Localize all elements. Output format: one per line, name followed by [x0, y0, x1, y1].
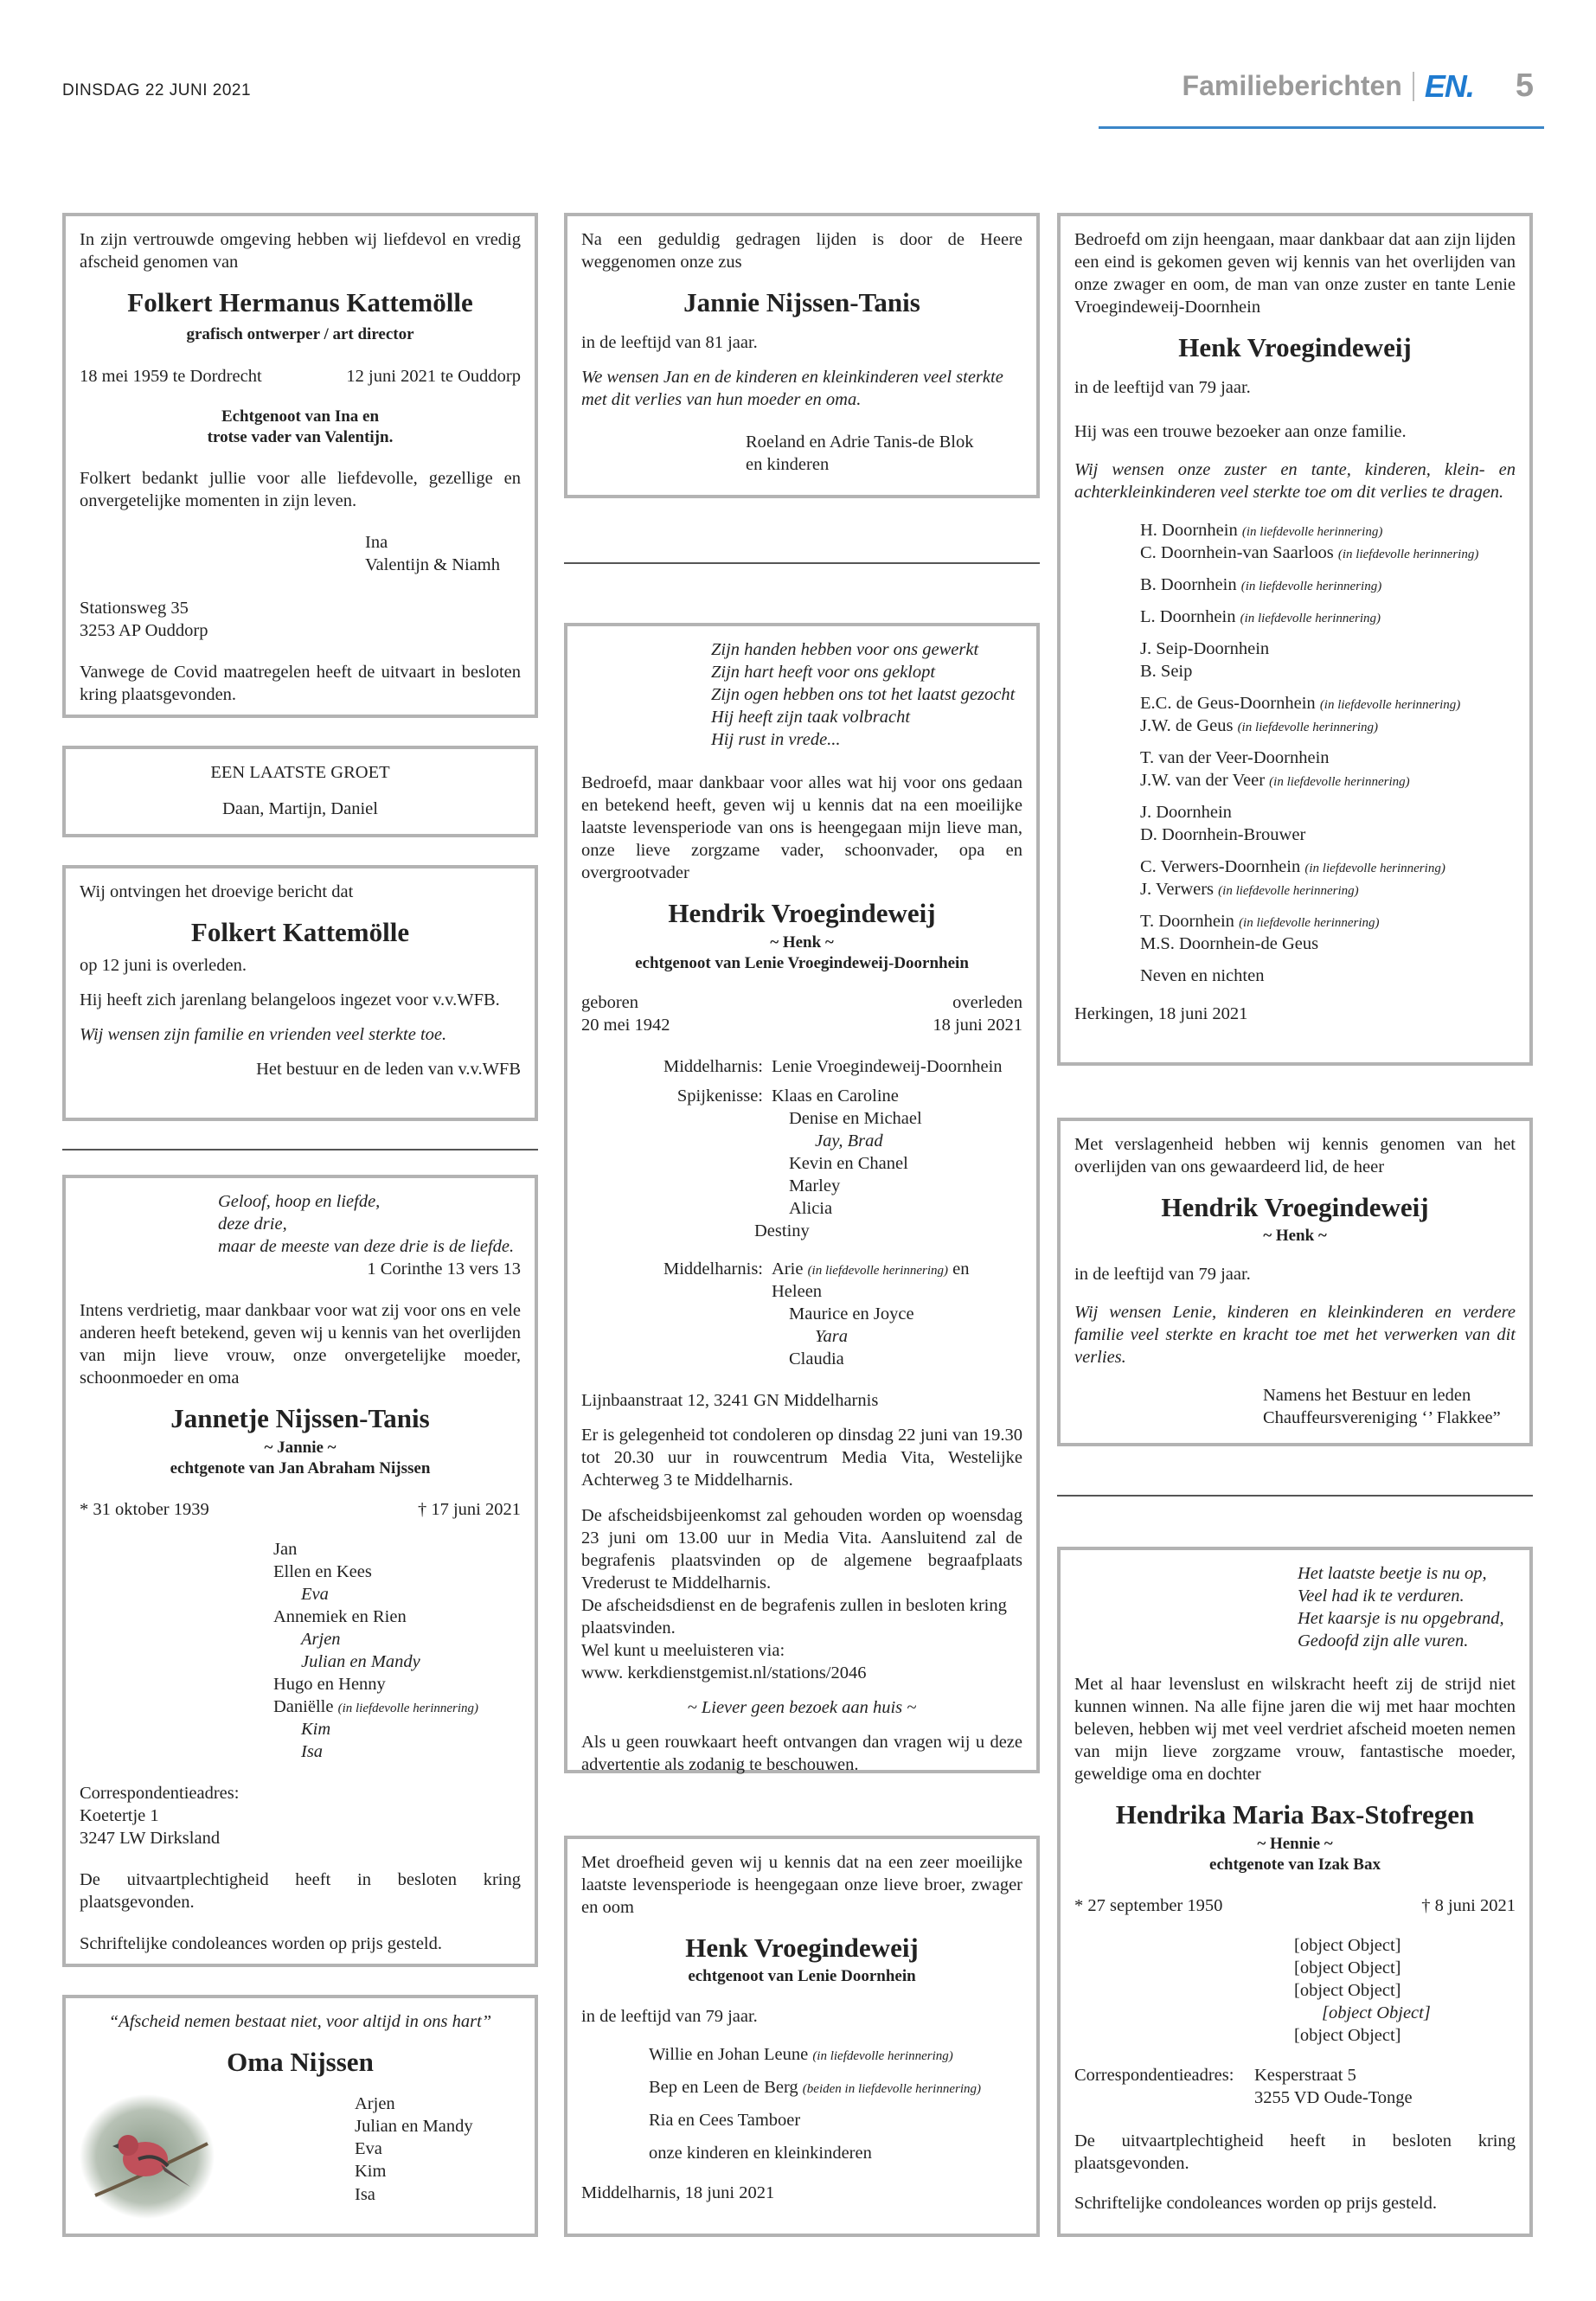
- notice-intro: Met verslagenheid hebben wij kennis genomen van het overlijden van ons gewaardeerd lid, de heer: [1074, 1135, 1516, 1177]
- notice-text: Hij was een trouwe bezoeker aan onze familie.: [1074, 421, 1407, 441]
- memoriam-note: (in liefdevolle herinnering): [812, 2048, 953, 2063]
- family-member: [649, 2076, 1022, 2099]
- family-member: [1140, 715, 1516, 737]
- condolence-wish: We wensen Jan en de kinderen en kleinkinderen veel sterkte met dit verlies van hun moeder en oma.: [581, 368, 1003, 410]
- life-dates: [581, 1014, 1022, 1036]
- family-member-name: L. Doornhein: [1140, 606, 1236, 626]
- family-group: [1140, 965, 1516, 987]
- family-member-name: B. Seip: [1140, 661, 1193, 681]
- thanks-text: Folkert bedankt jullie voor alle liefdevolle, gezellige en onvergetelijke momenten in zijn leven.: [80, 468, 521, 510]
- bible-quote-line: Geloof, hoop en liefde,: [218, 1192, 381, 1211]
- birth-date: 18 mei 1959 te Dordrecht: [80, 366, 262, 386]
- family-member-name: J. Verwers: [1140, 880, 1215, 900]
- family-member: [1140, 747, 1516, 769]
- family-row: [581, 1107, 1022, 1130]
- family-member: [1140, 878, 1516, 901]
- correspondence-label: Correspondentieadres:: [1074, 2066, 1234, 2086]
- deceased-name: Henk Vroegindeweij: [685, 1932, 919, 1964]
- poem-line: Gedoofd zijn alle vuren.: [1298, 1631, 1469, 1651]
- family-member: Julian en Mandy: [355, 2117, 473, 2137]
- deceased-name: Hendrika Maria Bax-Stofregen: [1115, 1799, 1475, 1830]
- family-group: [1140, 606, 1516, 628]
- deceased-nickname: ~ Jannie ~: [264, 1438, 337, 1457]
- family-member-name: Annemiek en Rien: [273, 1606, 407, 1626]
- signature-names: Daan, Martijn, Daniel: [222, 799, 378, 819]
- family-member-name: J.W. de Geus: [1140, 715, 1234, 735]
- family-member: [649, 2142, 1022, 2164]
- bible-quote-line: maar de meeste van deze drie is de liefde.: [218, 1237, 515, 1257]
- family-member-name: Denise en Michael: [789, 1109, 922, 1129]
- family-member-name: Klaas en Caroline: [772, 1086, 899, 1106]
- family-member: [772, 1258, 1022, 1303]
- family-member: [772, 1085, 899, 1107]
- address-line: 3247 LW Dirksland: [80, 1829, 221, 1849]
- family-member: [1140, 574, 1516, 596]
- column-divider: [1057, 1495, 1533, 1497]
- bird-photo: [78, 2092, 216, 2221]
- notice-last-greeting: [62, 746, 538, 837]
- residence-label: [581, 1152, 772, 1175]
- notice-intro: Intens verdrietig, maar dankbaar voor wat zij voor ons en vele anderen heeft betekend, geven wij u kennis van het overlijden van mijn lieve vrouw, onze onvergetelijke moeder, schoonmoeder en oma: [80, 1301, 521, 1388]
- family-group: [1140, 574, 1516, 596]
- place-date: Middelharnis, 18 juni 2021: [581, 2182, 775, 2202]
- poem: [581, 638, 1022, 751]
- life-dates: [80, 365, 521, 388]
- family-member-name: Isa: [301, 1742, 324, 1762]
- signature-name: en kinderen: [746, 454, 830, 474]
- family-row: [581, 1348, 1022, 1370]
- correspondence-address: [1074, 2064, 1516, 2086]
- header-rule: [1099, 126, 1544, 129]
- residence-label: [581, 1130, 772, 1152]
- family-member: [1140, 910, 1516, 933]
- memoriam-note: (in liefdevolle herinnering): [1237, 720, 1379, 734]
- relation-line: Echtgenoot van Ina en: [221, 407, 380, 426]
- poem-line: Zijn ogen hebben ons tot het laatst gezocht: [711, 685, 1016, 705]
- life-dates: [80, 1498, 521, 1521]
- livestream-label: Wel kunt u meeluisteren via:: [581, 1640, 785, 1660]
- deceased-name: Jannetje Nijssen-Tanis: [170, 1403, 430, 1434]
- family-group: [1140, 856, 1516, 901]
- family-member-name: D. Doornhein-Brouwer: [1140, 824, 1306, 844]
- life-dates: [1074, 1894, 1516, 1917]
- funeral-info: De afscheidsbijeenkomst zal gehouden worden op woensdag 23 juni om 13.00 uur in Media Vita. Aansluitend zal de begrafenis plaatsvinden op de algemene begraafplaats Vrederust te Middelharnis.: [581, 1505, 1022, 1593]
- death-date: 12 juni 2021 te Ouddorp: [346, 366, 521, 386]
- address-line: 3255 VD Oude-Tonge: [1254, 2088, 1413, 2108]
- place-date: Herkingen, 18 juni 2021: [1074, 1004, 1248, 1024]
- spouse-line: echtgenote van Jan Abraham Nijssen: [170, 1458, 431, 1477]
- memoriam-note: (in liefdevolle herinnering): [1240, 579, 1382, 593]
- address-line: Stationsweg 35: [80, 598, 189, 618]
- memoriam-note: (in liefdevolle herinnering): [1218, 884, 1359, 899]
- section-title: Familieberichten: [1182, 70, 1402, 101]
- family-member: [273, 1695, 521, 1718]
- death-label: overleden: [952, 992, 1022, 1012]
- family-row: [581, 1325, 1022, 1348]
- signature: Het bestuur en de leden van v.v.WFB: [256, 1060, 521, 1080]
- age-line: in de leeftijd van 79 jaar.: [581, 2006, 758, 2026]
- family-member: [1140, 692, 1516, 715]
- family-list: [581, 2043, 1022, 2164]
- notice-jannie-nijssen-tanis: [564, 213, 1040, 498]
- family-member: [273, 1673, 521, 1695]
- family-member: [772, 1055, 1003, 1078]
- en-logo: EN.: [1424, 67, 1474, 104]
- residence-label: Middelharnis:: [663, 1259, 763, 1279]
- column-divider: [62, 1149, 538, 1150]
- family-member: [649, 2109, 1022, 2131]
- residence-label: [581, 1175, 772, 1197]
- family-member: [273, 1606, 521, 1628]
- family-member: [772, 1325, 848, 1348]
- condolence-info: Schriftelijke condoleances worden op prijs gesteld.: [1074, 2194, 1437, 2214]
- family-group: [1140, 519, 1516, 564]
- family-list: [1074, 1934, 1516, 2047]
- condolence-info: Schriftelijke condoleances worden op prijs gesteld.: [80, 1934, 442, 1954]
- family-member-name: Ellen en Kees: [273, 1561, 372, 1581]
- family-member: [1140, 660, 1516, 683]
- signature-name: Roeland en Adrie Tanis-de Blok: [746, 432, 974, 452]
- family-member-name: Maurice en Joyce: [789, 1304, 914, 1324]
- relation-line: trotse vader van Valentijn.: [207, 427, 394, 446]
- family-group: [1140, 801, 1516, 846]
- signature-name: Ina: [365, 532, 388, 552]
- condolence-wish: Wij wensen Lenie, kinderen en kleinkinderen en verdere familie veel sterkte en kracht toe met het verwerken van dit verlies.: [1074, 1302, 1516, 1367]
- notice-title: EEN LAATSTE GROET: [210, 763, 390, 782]
- notice-chauffeursvereniging: [1057, 1118, 1533, 1446]
- family-member: [object Object]: [1294, 2026, 1401, 2046]
- bible-quote-line: deze drie,: [218, 1215, 287, 1234]
- birth-date: * 31 oktober 1939: [80, 1499, 209, 1519]
- deceased-nickname: ~ Henk ~: [1263, 1227, 1327, 1246]
- condolence-info: Er is gelegenheid tot condoleren op dinsdag 22 juni van 19.30 tot 20.30 uur in rouwcentrum Media Vita, Westelijke Achterweg 3 te Middelharnis.: [581, 1426, 1022, 1490]
- family-member-name: Julian en Mandy: [301, 1652, 420, 1672]
- family-member: [772, 1107, 922, 1130]
- deceased-name: Hendrik Vroegindeweij: [1161, 1192, 1429, 1223]
- family-row: [581, 1130, 1022, 1152]
- family-group: [1140, 692, 1516, 737]
- family-row: [581, 1175, 1022, 1197]
- family-member-name: T. van der Veer-Doornhein: [1140, 747, 1330, 767]
- family-member: [1140, 769, 1516, 792]
- family-member: [object Object]: [1294, 1958, 1401, 1977]
- death-date: † 8 juni 2021: [1421, 1895, 1516, 1915]
- memoriam-note: (in liefdevolle herinnering): [1241, 524, 1383, 539]
- family-member: [1140, 824, 1516, 846]
- page-number: 5: [1515, 67, 1534, 104]
- family-member: [273, 1650, 521, 1673]
- family-member-name: Kevin en Chanel: [789, 1154, 908, 1174]
- residence-label: Middelharnis:: [663, 1056, 763, 1076]
- deceased-name: Oma Nijssen: [227, 2047, 374, 2078]
- family-row: [581, 1258, 1022, 1303]
- family-member-name: Arie: [772, 1259, 804, 1279]
- family-member: [273, 1718, 521, 1740]
- notice-intro: Wij ontvingen het droevige bericht dat: [80, 882, 354, 901]
- family-member-name: J. Seip-Doornhein: [1140, 638, 1270, 658]
- family-member: [273, 1538, 521, 1561]
- deceased-name: Jannie Nijssen-Tanis: [683, 287, 920, 318]
- residence-label: [581, 1348, 772, 1370]
- notice-jannetje-nijssen-tanis: [62, 1175, 538, 1967]
- signature-name: Valentijn & Niamh: [365, 554, 501, 574]
- family-member-name: C. Doornhein-van Saarloos: [1140, 542, 1334, 562]
- family-member-name: Daniëlle: [273, 1697, 334, 1717]
- bible-reference: 1 Corinthe 13 vers 13: [367, 1259, 521, 1279]
- poem-line: Hij rust in vrede...: [711, 730, 841, 750]
- family-member-name: B. Doornhein: [1140, 574, 1237, 594]
- family-member-name: Eva: [301, 1584, 329, 1604]
- family-member-name: Bep en Leen de Berg: [649, 2077, 798, 2097]
- family-member: [1140, 856, 1516, 878]
- family-member: [object Object]: [1322, 2003, 1431, 2023]
- family-member-name: Kim: [301, 1720, 331, 1740]
- notice-intro: In zijn vertrouwde omgeving hebben wij liefdevol en vredig afscheid genomen van: [80, 230, 521, 272]
- spouse-line: echtgenoot van Lenie Vroegindeweij-Doornhein: [635, 953, 969, 972]
- notice-text: op 12 juni is overleden.: [80, 956, 247, 976]
- family-member-name: Alicia: [789, 1199, 833, 1219]
- family-member: Isa: [355, 2184, 375, 2204]
- family-row: [581, 1220, 1022, 1242]
- notice-oma-nijssen: [62, 1995, 538, 2237]
- signature-name: Chauffeursvereniging ‘’ Flakkee”: [1263, 1407, 1501, 1427]
- notice-intro: Met al haar levenslust en wilskracht heeft zij de strijd niet kunnen winnen. Na alle fijne jaren die wij met haar mochten beleven, hebben wij met veel verdriet afscheid moeten nemen van mijn lieve zorgzame vrouw, fantastische moeder, geweldige oma en dochter: [1074, 1675, 1516, 1785]
- column-divider: [564, 562, 1040, 564]
- family-list: [80, 1538, 521, 1763]
- family-member-name: en Heleen: [772, 1259, 970, 1302]
- family-member: [1140, 933, 1516, 955]
- family-member: Kim: [355, 2162, 387, 2182]
- family-member: [772, 1303, 914, 1325]
- family-list: [581, 1055, 1022, 1370]
- deceased-name: Folkert Kattemölle: [190, 917, 410, 948]
- memoriam-note: (in liefdevolle herinnering): [1239, 916, 1380, 931]
- deceased-name: Folkert Hermanus Kattemölle: [127, 287, 473, 318]
- family-member: [1140, 606, 1516, 628]
- condolence-wish: Wij wensen zijn familie en vrienden veel sterkte toe.: [80, 1025, 447, 1045]
- memoriam-note: (in liefdevolle herinnering): [1319, 697, 1461, 712]
- family-member-name: Jan: [273, 1539, 298, 1559]
- family-member: [1140, 965, 1516, 987]
- address-line: Kesperstraat 5: [1254, 2066, 1356, 2086]
- family-member-name: J.W. van der Veer: [1140, 770, 1266, 790]
- family-member: [649, 2043, 1022, 2066]
- family-member: [273, 1561, 521, 1583]
- family-member: Eva: [355, 2139, 382, 2159]
- notice-hendrika-bax-stofregen: [1057, 1547, 1533, 2237]
- family-member-name: Claudia: [789, 1349, 844, 1369]
- death-date: 18 juni 2021: [933, 1015, 1022, 1035]
- funeral-info: De uitvaartplechtigheid heeft in besloten kring plaatsgevonden.: [1074, 2131, 1516, 2174]
- condolence-wish: Wij wensen onze zuster en tante, kinderen, klein- en achterkleinkinderen veel sterkte toe om dit verlies te dragen.: [1074, 459, 1516, 502]
- correspondence-label: Correspondentieadres:: [80, 1784, 240, 1804]
- family-member-name: Marley: [789, 1176, 841, 1196]
- residence-label: Spijkenisse:: [676, 1086, 763, 1106]
- family-member-name: M.S. Doornhein-de Geus: [1140, 934, 1319, 954]
- family-member: [772, 1130, 883, 1152]
- family-member-name: onze kinderen en kleinkinderen: [649, 2143, 872, 2163]
- residence-label: [581, 1303, 772, 1325]
- notice-intro: Na een geduldig gedragen lijden is door de Heere weggenomen onze zus: [581, 230, 1022, 272]
- deceased-nickname: ~ Hennie ~: [1257, 1834, 1333, 1853]
- funeral-info: De afscheidsdienst en de begrafenis zullen in besloten kring plaatsvinden.: [581, 1595, 1007, 1638]
- quote: “Afscheid nemen bestaat niet, voor altijd in ons hart”: [108, 2012, 492, 2031]
- family-member: Arjen: [355, 2094, 395, 2114]
- funeral-info: De uitvaartplechtigheid heeft in besloten kring plaatsgevonden.: [80, 1870, 521, 1913]
- family-row: [581, 1152, 1022, 1175]
- birth-date: 20 mei 1942: [581, 1015, 670, 1035]
- memoriam-note: (in liefdevolle herinnering): [337, 1702, 479, 1716]
- poem-line: Hij heeft zijn taak volbracht: [711, 708, 911, 727]
- notice-intro: Bedroefd, maar dankbaar voor alles wat hij voor ons gedaan en betekend heeft, geven wij u kennis dat na een moeilijke laatste levensperiode van ons is heengegaan mijn lieve man, onze lieve zorgzame vader, schoonvader, opa en overgrootvader: [581, 773, 1022, 883]
- birth-date: * 27 september 1950: [1074, 1895, 1223, 1915]
- residence-label: [581, 1107, 772, 1130]
- family-row: [581, 1055, 1022, 1078]
- family-member-name: Hugo en Henny: [273, 1675, 386, 1695]
- deceased-name: Henk Vroegindeweij: [1178, 332, 1412, 363]
- address-line: 3253 AP Ouddorp: [80, 620, 208, 640]
- poem-line: Het laatste beetje is nu op,: [1298, 1564, 1487, 1583]
- family-member: [1140, 519, 1516, 542]
- family-member-name: Lenie Vroegindeweij-Doornhein: [772, 1056, 1003, 1076]
- residence-label: [581, 1197, 772, 1220]
- issue-date: DINSDAG 22 JUNI 2021: [62, 81, 252, 99]
- age-line: in de leeftijd van 81 jaar.: [581, 333, 758, 353]
- memoriam-note: (in liefdevolle herinnering): [807, 1264, 949, 1279]
- spouse-line: echtgenoot van Lenie Doornhein: [688, 1967, 916, 1986]
- residence-label: [581, 1325, 772, 1348]
- header-divider: [1413, 72, 1414, 101]
- deceased-name: Hendrik Vroegindeweij: [668, 898, 936, 929]
- memoriam-note: (beiden in liefdevolle herinnering): [802, 2081, 981, 2096]
- family-member: [772, 1175, 840, 1197]
- poem-line: Zijn hart heeft voor ons geklopt: [711, 663, 936, 683]
- family-member-name: Arjen: [301, 1630, 341, 1650]
- family-member-name: J. Doornhein: [1140, 802, 1232, 822]
- notice-vv-wfb: [62, 865, 538, 1121]
- family-member: [754, 1220, 810, 1242]
- family-list: [1074, 519, 1516, 988]
- memoriam-note: (in liefdevolle herinnering): [1269, 774, 1410, 789]
- poem-line: Het kaarsje is nu opgebrand,: [1298, 1609, 1504, 1629]
- family-member: [1140, 801, 1516, 824]
- notice-hendrik-vroegindeweij: [564, 623, 1040, 1773]
- deceased-nickname: ~ Henk ~: [770, 933, 834, 952]
- notice-henk-vroegindeweij-doornhein: [1057, 213, 1533, 1066]
- funeral-info: Vanwege de Covid maatregelen heeft de uitvaart in besloten kring plaatsgevonden.: [80, 663, 521, 705]
- memoriam-note: (in liefdevolle herinnering): [1304, 861, 1445, 875]
- family-member: [273, 1740, 521, 1763]
- memoriam-note: (in liefdevolle herinnering): [1337, 547, 1479, 561]
- birth-label: geboren: [581, 992, 639, 1012]
- family-member: [273, 1628, 521, 1650]
- family-member-name: Ria en Cees Tamboer: [649, 2110, 801, 2130]
- family-member: [1140, 638, 1516, 660]
- family-member-name: Willie en Johan Leune: [649, 2044, 809, 2064]
- family-group: [1140, 910, 1516, 955]
- family-member: [object Object]: [1294, 1935, 1401, 1955]
- notice-intro: Bedroefd om zijn heengaan, maar dankbaar dat aan zijn lijden een eind is gekomen geven wij kennis van het overlijden van onze zwager en oom, de man van onze zuster en tante Lenie Vroegindeweij-Doornhein: [1074, 230, 1516, 317]
- residence-label: [581, 1220, 772, 1242]
- family-member-name: Neven en nichten: [1140, 966, 1265, 986]
- notice-henk-vroegindeweij-family: [564, 1836, 1040, 2237]
- family-member: [1140, 542, 1516, 564]
- notice-intro: Met droefheid geven wij u kennis dat na een zeer moeilijke laatste levensperiode is heengegaan onze lieve broer, zwager en oom: [581, 1853, 1022, 1918]
- no-visits: ~ Liever geen bezoek aan huis ~: [687, 1697, 917, 1717]
- signature-name: Namens het Bestuur en leden: [1263, 1385, 1471, 1405]
- family-member: [273, 1583, 521, 1606]
- poem-line: Zijn handen hebben voor ons gewerkt: [711, 640, 979, 659]
- poem-line: Veel had ik te verduren.: [1298, 1586, 1465, 1606]
- address-line: Lijnbaanstraat 12, 3241 GN Middelharnis: [581, 1391, 879, 1411]
- family-member-name: H. Doornhein: [1140, 520, 1238, 540]
- family-member: [772, 1197, 832, 1220]
- family-member-name: Yara: [815, 1327, 848, 1347]
- notice-folkert-kattemolle: [62, 213, 538, 718]
- family-member-name: C. Verwers-Doornhein: [1140, 856, 1301, 876]
- age-line: in de leeftijd van 79 jaar.: [1074, 1264, 1251, 1284]
- address-line: Koetertje 1: [80, 1806, 159, 1826]
- family-member-name: T. Doornhein: [1140, 912, 1234, 932]
- age-line: in de leeftijd van 79 jaar.: [1074, 378, 1251, 398]
- family-member-name: Destiny: [754, 1221, 810, 1241]
- family-group: [1140, 638, 1516, 683]
- notice-text: Hij heeft zich jarenlang belangeloos ingezet voor v.v.WFB.: [80, 990, 500, 1010]
- family-row: [581, 1085, 1022, 1107]
- family-member: [772, 1152, 908, 1175]
- poem: [1074, 1562, 1516, 1652]
- spouse-line: echtgenote van Izak Bax: [1209, 1855, 1381, 1874]
- family-member-name: Jay, Brad: [815, 1131, 883, 1151]
- family-member-name: E.C. de Geus-Doornhein: [1140, 693, 1316, 713]
- card-notice: Als u geen rouwkaart heeft ontvangen dan vragen wij u deze advertentie als zodanig te beschouwen.: [581, 1732, 1022, 1774]
- death-date: † 17 juni 2021: [417, 1499, 521, 1519]
- livestream-url: www. kerkdienstgemist.nl/stations/2046: [581, 1663, 867, 1682]
- memoriam-note: (in liefdevolle herinnering): [1240, 611, 1381, 625]
- family-row: [581, 1197, 1022, 1220]
- family-member: [772, 1348, 844, 1370]
- family-member: [object Object]: [1294, 1980, 1401, 2000]
- family-row: [581, 1303, 1022, 1325]
- life-dates-labels: [581, 991, 1022, 1014]
- page-header: [1183, 67, 1534, 105]
- family-group: [1140, 747, 1516, 792]
- deceased-role: grafisch ontwerper / art director: [186, 325, 414, 344]
